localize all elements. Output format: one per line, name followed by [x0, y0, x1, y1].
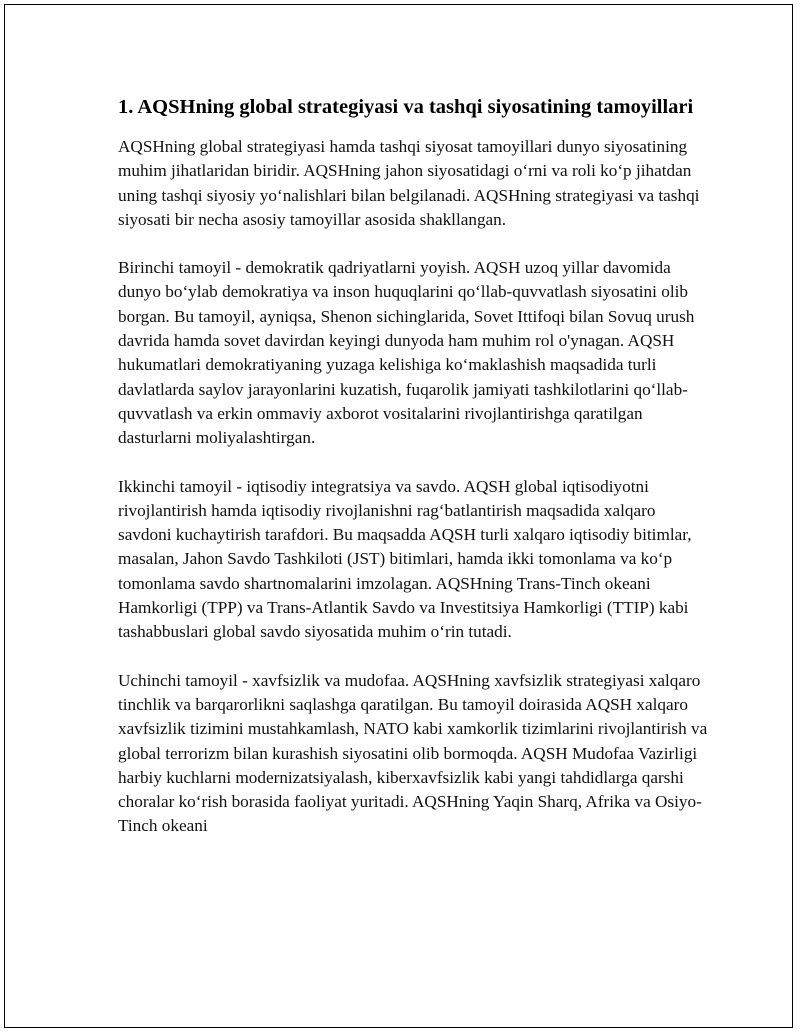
section-heading: 1. AQSHning global strategiyasi va tashqi siyosatining tamoyillari — [118, 96, 694, 118]
paragraph-third-principle: Uchinchi tamoyil - xavfsizlik va mudofaa. AQSHning xavfsizlik strategiyasi xalqaro tinchlik va barqarorlikni saqlashga qaratilgan. Bu tamoyil doirasida AQSH xalqaro xavfsizlik tizimini mustahkamlash, NATO kabi xamkorlik tizimlarini rivojlantirish va global terrorizm bilan kurashish siyosatini olib bormoqda. AQSH Mudofaa Vazirligi harbiy kuchlarni modernizatsiyalash, kiberxavfsizlik kabi yangi tahdidlarga qarshi choralar ko‘rish borasida faoliyat yuritadi. AQSHning Yaqin Sharq, Afrika va Osiyo-Tinch okeani — [118, 670, 708, 836]
paragraph-first-principle: Birinchi tamoyil - demokratik qadriyatlarni yoyish. AQSH uzoq yillar davomida dunyo bo‘ylab demokratiya va inson huquqlarini qo‘llab-quvvatlash siyosatini olib borgan. Bu tamoyil, ayniqsa, Shenon sichinglarida, Sovet Ittifoqi bilan Sovuq urush davrida hamda sovet davirdan keyingi dunyoda ham muhim rol o'ynagan. AQSH hukumatlari demokratiyaning yuzaga kelishiga ko‘maklashish maqsadida turli davlatlarda saylov jarayonlarini kuzatish, fuqarolik jamiyati tashkilotlarini qo‘llab-quvvatlash va erkin ommaviy axborot vositalarini rivojlantirishga qaratilgan dasturlarni moliyalashtirgan. — [118, 258, 695, 448]
document-body — [118, 94, 708, 863]
paragraph-second-principle: Ikkinchi tamoyil - iqtisodiy integratsiya va savdo. AQSH global iqtisodiyotni rivojlantirish hamda iqtisodiy rivojlanishni rag‘batlantirish maqsadida xalqaro savdoni kuchaytirish tarafdori. Bu maqsadda AQSH turli xalqaro iqtisodiy bitimlar, masalan, Jahon Savdo Tashkiloti (JST) bitimlari, hamda ikki tomonlama va ko‘p tomonlama savdo shartnomalarini imzolagan. AQSHning Trans-Tinch okeani Hamkorligi (TPP) va Trans-Atlantik Savdo va Investitsiya Hamkorligi (TTIP) kabi tashabbuslari global savdo siyosatida muhim o‘rin tutadi. — [118, 476, 692, 642]
paragraph-intro: AQSHning global strategiyasi hamda tashqi siyosat tamoyillari dunyo siyosatining muhim jihatlaridan biridir. AQSHning jahon siyosatidagi o‘rni va roli ko‘p jihatdan uning tashqi siyosiy yo‘nalishlari bilan belgilanadi. AQSHning strategiyasi va tashqi siyosati bir necha asosiy tamoyillar asosida shakllangan. — [118, 137, 700, 229]
